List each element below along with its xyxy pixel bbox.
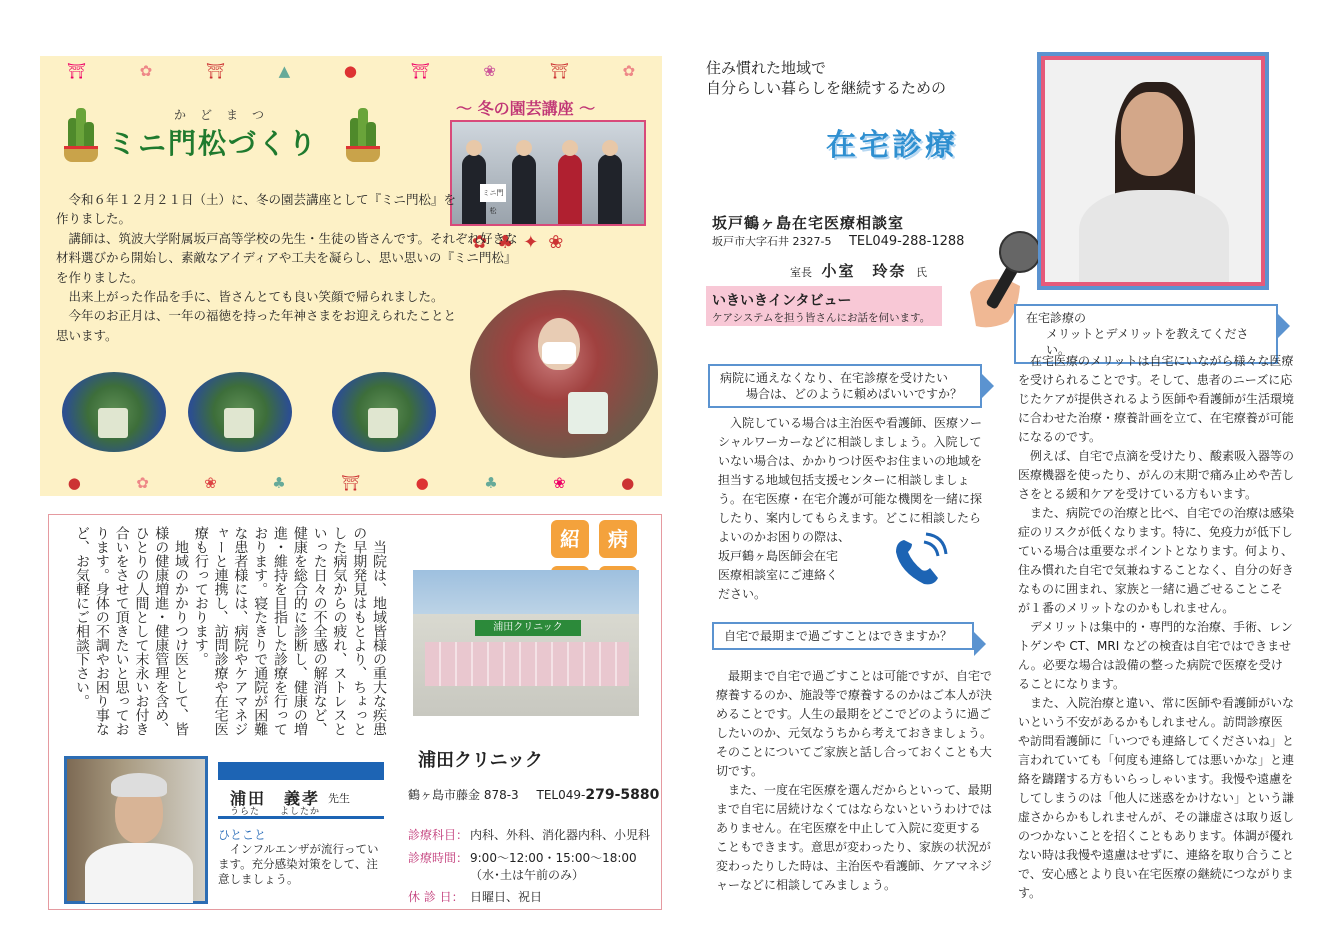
homecare-title: 在宅診療 [826,128,958,163]
title-ruby: かどまつ [174,108,279,122]
paragraph: 出来上がった作品を手に、皆さんとても良い笑顔で帰られました。 [68,289,444,305]
question-box [712,622,974,650]
paragraph: 当院は、地域皆様の重大な疾患の早期発見はもとより、ちょっとした病気からの疲れ、ストレスといった日々の不全感の解消など、健康を総合的に診断し、健康の増進・維持を目指した診療を行っております。寝たきりで通院が困難な患者様には、病院やケアマネジャーと連携し、訪問診療や在宅医療も行っております。 [192,526,387,736]
hitokoto-text: インフルエンザが流行っています。充分感染対策をして、注意しましょう。 [218,842,379,886]
doctor-title: 先生 [328,792,350,805]
paragraph: 講師は、筑波大学附属坂戸高等学校の先生・生徒の皆さんです。それぞれ好きな材料選びから開始し、素敵なアイディアや工夫を凝らし、思い思いの『ミニ門松』を作りました。 [56,230,518,285]
subtitle [706,58,946,98]
paragraph: また、入院治療と違い、常に医師や看護師がいないという不安があるかもしれません。訪問診療医や訪問看護師に「いつでも連絡してくださいね」と言われていても「何度も連絡しては悪いかな」と連絡を躊躇する方もいらっしゃいます。我慢や遠慮をしてしまうのは「他人に迷惑をかけない」という謙虚さからかもしれませんが、その謙虚さは取り返しのつかないことを招くこともあります。体調が優れない時は我慢や遠慮はせずに、連絡を取り合うことで、安心感とより良い在宅医療の継続につながります。 [1018,696,1295,900]
honorific: 氏 [916,266,928,279]
doctor-ruby: うらた よしたか [230,807,321,817]
kadomatsu-pot [368,408,398,438]
info-line [408,849,637,866]
paragraph: 例えば、自宅で点滴を受けたり、酸素吸入器等の医療機器を使ったり、がんの末期で痛み止めや苦しさをとる緩和ケアを受けている方もいます。 [1018,449,1295,501]
kadomatsu-pot [224,408,254,438]
paragraph: 最期まで自宅で過ごすことは可能ですが、自宅で療養するのか、施設等で療養するのかはご本人が決めることです。人生の最期をどこでどのように過ごしたいのか、元気なうちから考えておきましょう。そのことについてご家族と話し合っておくことも大切です。 [716,669,993,778]
person-figure [512,154,536,224]
info-key: 診療時間： [408,851,469,865]
garden-article [56,190,518,345]
participant-mask [542,342,576,364]
doctor-coat [85,843,193,903]
kadomatsu-photo [62,372,166,452]
question-line: 在宅診療の [1026,311,1087,325]
info-value: 9:00～12:00・15:00～18:00 [470,851,637,865]
page-title: ミニ門松づくり [108,127,319,160]
info-value: 日曜日、祝日 [470,890,543,904]
clinic-address [408,786,659,803]
interviewee-photo [1037,52,1269,290]
person-figure [558,154,582,224]
blue-bar [218,762,384,780]
telephone-icon [888,530,950,592]
info-key: 休 診 日： [408,890,464,904]
doctor-name: 浦田 義孝 [230,789,321,808]
tel-number: TEL049-288-1288 [848,234,965,249]
paragraph: 今年のお正月は、一年の福徳を持った年神さまをお迎えられたことと思います。 [56,308,457,343]
question-line: 病院に通えなくなり、在宅診療を受けたい [720,371,949,385]
badge: 病 [599,520,637,558]
paragraph: 入院している場合は主治医や看護師、医療ソーシャルワーカーなどに相談しましょう。入院していない場合は、かかりつけ医やお住まいの地域を担当する地域包括支援センターに相談しましょう。在宅医療・在宅介護が可能な機関を一緒に探したり、案内してもらえます。どこに相談したらよいのかお困りの際は、 [718,416,983,544]
answer-line: ださい。 [718,587,767,601]
answer-3 [1018,352,1294,903]
participant-photo [470,290,658,458]
kadomatsu-photo [188,372,292,452]
doctor-photo [64,756,208,904]
hitokoto-label: ひとこと [218,828,267,842]
tel-prefix: TEL049- [536,788,586,802]
info-key: 診療科目： [408,828,469,842]
info-line [408,866,584,883]
paragraph: 令和６年１２月２１日（土）に、冬の園芸講座として『ミニ門松』を作りました。 [56,192,457,227]
info-line [408,888,542,905]
interview-title: いきいきインタビュー [712,293,852,309]
kadomatsu-icon [62,104,100,162]
bottom-decoration: ● ✿ ❀ ♣ ⛩ ● ♣ ❀ ● [67,474,635,492]
interviewee-body [1079,190,1229,282]
top-decoration: ⛩ ✿ ⛩ ▲ ● ⛩ ❀ ⛩ ✿ [66,62,636,80]
interview-subtitle: ケアシステムを担う皆さんにお話を伺います。 [712,312,931,324]
org-name: 坂戸鶴ヶ島在宅医療相談室 [712,214,905,232]
interviewee-face [1121,92,1183,176]
course-label: ～ 冬の園芸講座 ～ [456,99,596,118]
kadomatsu-icon [344,104,382,162]
clinic-vertical-text [58,526,388,736]
info-value: 内科、外科、消化器内科、小児科 [470,828,651,842]
paragraph: 地域のかかりつけ医として、皆様の健康増進・健康管理を含め、ひとりの人間として末永いお付き合いをさせて頂きたいと思っております。身体の不調やお困り事など、お気軽にご相談下さい。 [74,526,190,736]
interview-banner [706,286,942,326]
building-sign: 浦田クリニック [475,620,581,636]
question-line: メリットとデメリットを教えてください。 [1046,327,1249,357]
clinic-name: 浦田クリニック [418,750,543,771]
answer-2 [716,667,992,895]
building-shutters [425,642,629,686]
subtitle-line: 住み慣れた地域で [706,59,827,77]
answer-line: 坂戸鶴ヶ島医師会在宅 [718,549,839,563]
role-label: 室長 [790,266,812,279]
question-line: 自宅で最期まで過ごすことはできますか？ [724,629,953,643]
answer-line: 医療相談室にご連絡く [718,568,839,582]
org-address [712,233,964,249]
interviewee-name [790,260,927,281]
kadomatsu-pot [98,408,128,438]
doctor-hair [111,773,167,797]
tel-number: 279-5880 [585,787,660,803]
paragraph: デメリットは集中的・専門的な治療、手術、レントゲンや CT、MRI などの検査は自宅ではできません。必要な場合は設備の整った病院で医療を受けることになります。 [1018,620,1293,691]
clinic-building-photo [413,570,639,716]
kadomatsu-photo [332,372,436,452]
subtitle-line: 自分らしい暮らしを継続するための [706,79,947,97]
info-line [408,826,650,843]
newyear-icons: ✿♣✦❀ [472,232,574,253]
paragraph: また、病院での治療と比べ、自宅での治療は感染症のリスクが低くなります。特に、免疫力が低下している場合は重要なポイントとなります。何より、住み慣れた自宅で気兼ねすることなく、自分の好きなものに囲まれ、家族と一緒に過ごせることこそが１番のメリットなのかもしれません。 [1018,506,1295,615]
person-figure [598,154,622,224]
paragraph: 在宅医療のメリットは自宅にいながら様々な医療を受けられることです。そして、患者のニーズに応じたケアが提供されるよう医師や看護師が生活環境に合わせた治療・療養計画を立て、在宅療養が可能になるのです。 [1018,354,1295,444]
paragraph: また、一度在宅医療を選んだからといって、最期まで自宅に居続けなくてはならないというわけではありません。在宅医療を中止して入院に変更することもできます。意思が変わったり、家族の状況が変わったりした時は、主治医や看護師、ケアマネジャーなどに相談してみましょう。 [716,783,993,892]
kadomatsu-pot [568,392,608,434]
badge: 紹 [551,520,589,558]
address-text: 坂戸市大字石井 2327-5 [712,235,832,248]
question-line: 場合は、どのように頼めばいいですか？ [746,387,963,401]
students-photo [450,120,646,226]
info-value: （水･土は午前のみ） [470,868,585,882]
photo-sign: ミニ門松 [480,184,506,202]
question-box [708,364,982,408]
person-name: 小室 玲奈 [821,262,907,280]
address-text: 鶴ヶ島市藤金 878-3 [408,788,519,802]
